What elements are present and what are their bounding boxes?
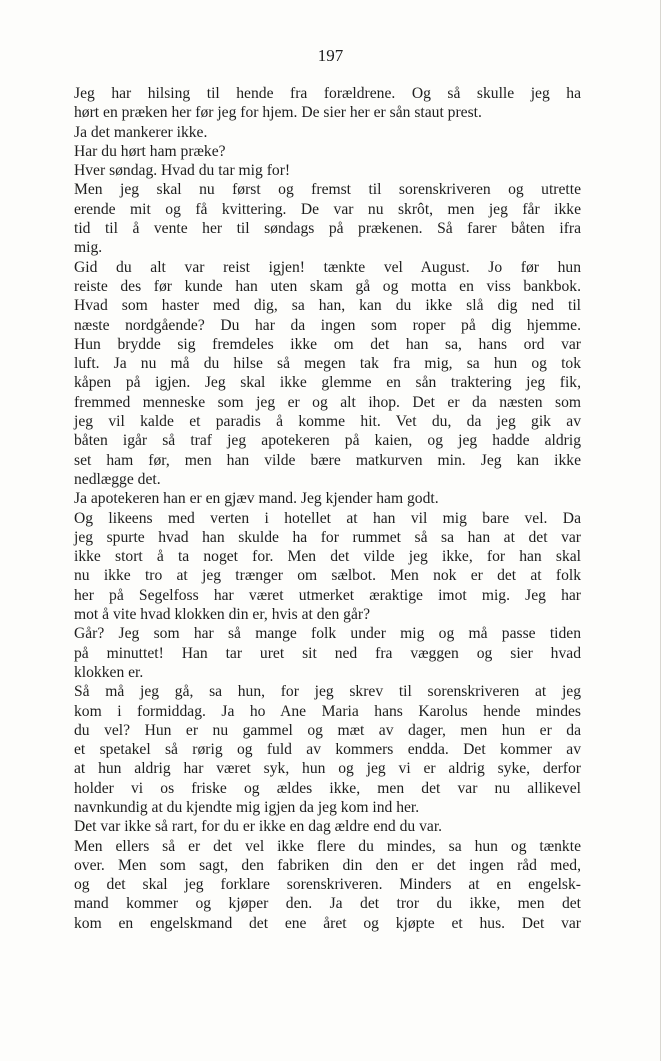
text-line: Men jeg skal nu først og fremst til sorenskriveren og utrette [74,181,581,199]
text-line: over. Men som sagt, den fabriken din den er det ingen råd med, [74,856,581,874]
text-line: Jeg har hilsing til hende fra forældrene. Og så skulle jeg ha [74,85,581,102]
text-line: set ham før, men han vilde bære matkurven min. Jeg kan ikke [74,451,581,469]
text-line: på minuttet! Han tar uret sit ned fra væggen og sier hvad [74,644,581,662]
text-line: mig. [74,239,103,257]
text-line: kom i formiddag. Ja ho Ane Maria hans Karolus hende mindes [74,702,581,720]
text-line: jeg spurte hvad han skulde ha for rummet så sa han at det var [74,528,581,546]
text-line: og det skal jeg forklare sorenskriveren. Minders at en engelsk- [74,876,581,894]
text-line: Men ellers så er det vel ikke flere du mindes, sa hun og tænkte [74,837,581,855]
text-line: nu ikke tro at jeg trænger om sælbot. Men nok er det at folk [74,567,581,585]
text-line: reiste des før kunde han uten skam gå og motta en viss bankbok. [74,277,581,295]
text-line: fremmed menneske som jeg er og alt ihop. Det er da næsten som [74,393,581,411]
text-line: Går? Jeg som har så mange folk under mig og må passe tiden [74,625,581,643]
body-text [74,84,581,933]
text-line: tid til å vente her til søndags på prækenen. Så farer båten ifra [74,220,581,238]
text-line: mot å vite hvad klokken din er, hvis at den går? [74,606,371,624]
text-line: kom en engelskmand det ene året og kjøpte et hus. Det var [74,914,581,932]
text-line: Hver søndag. Hvad du tar mig for! [74,162,291,180]
text-line: ikke stort å ta noget for. Men det vilde jeg ikke, for han skal [74,548,581,566]
text-line: Hvad som haster med dig, sa han, kan du ikke slå dig ned til [74,297,581,315]
text-line: navnkundig at du kjendte mig igjen da jeg kom ind her. [74,798,420,816]
text-line: luft. Ja nu må du hilse så megen tak fra mig, sa hun og tok [74,355,581,373]
text-line: kåpen på igjen. Jeg skal ikke glemme en sån traktering jeg fik, [74,374,581,392]
text-line: mand kommer og kjøper den. Ja det tror du ikke, men det [74,895,581,913]
text-line: her på Segelfoss har været utmerket æraktige imot mig. Jeg har [74,586,581,604]
text-line: jeg vil kalde et paradis å komme hit. Vet du, da jeg gik av [74,413,581,431]
text-line: Det var ikke så rart, for du er ikke en dag ældre end du var. [74,818,443,836]
text-line: et spetakel så rørig og fuld av kommers endda. Det kommer av [74,741,581,759]
page-number: 197 [317,46,344,65]
text-line: Så må jeg gå, sa hun, for jeg skrev til sorenskriveren at jeg [74,683,581,701]
text-line: erende mit og få kvittering. De var nu skrôt, men jeg får ikke [74,200,581,218]
text-line: båten igår så traf jeg apotekeren på kaien, og jeg hadde aldrig [74,432,581,450]
text-line: Hun brydde sig fremdeles ikke om det han sa, hans ord var [74,335,581,353]
text-line: klokken er. [74,663,144,681]
text-line: næste nordgående? Du har da ingen som roper på dig hjemme. [74,316,581,334]
text-line: nedlægge det. [74,470,161,488]
text-line: Ja det mankerer ikke. [74,123,208,141]
text-line: Gid du alt var reist igjen! tænkte vel August. Jo før hun [74,258,581,276]
text-line: at hun aldrig har været syk, hun og jeg vi er aldrig syke, derfor [74,760,581,778]
text-line: hørt en præken her før jeg for hjem. De sier her er sån staut prest. [74,104,482,122]
text-line: Har du hørt ham præke? [74,142,226,160]
text-line: Og likeens med verten i hotellet at han vil mig bare vel. Da [74,509,581,527]
text-line: Ja apotekeren han er en gjæv mand. Jeg kjender ham godt. [74,490,439,508]
text-line: holder vi os friske og ældes ikke, men det var nu allikevel [74,779,581,797]
text-line: du vel? Hun er nu gammel og mæt av dager, men hun er da [74,721,581,739]
